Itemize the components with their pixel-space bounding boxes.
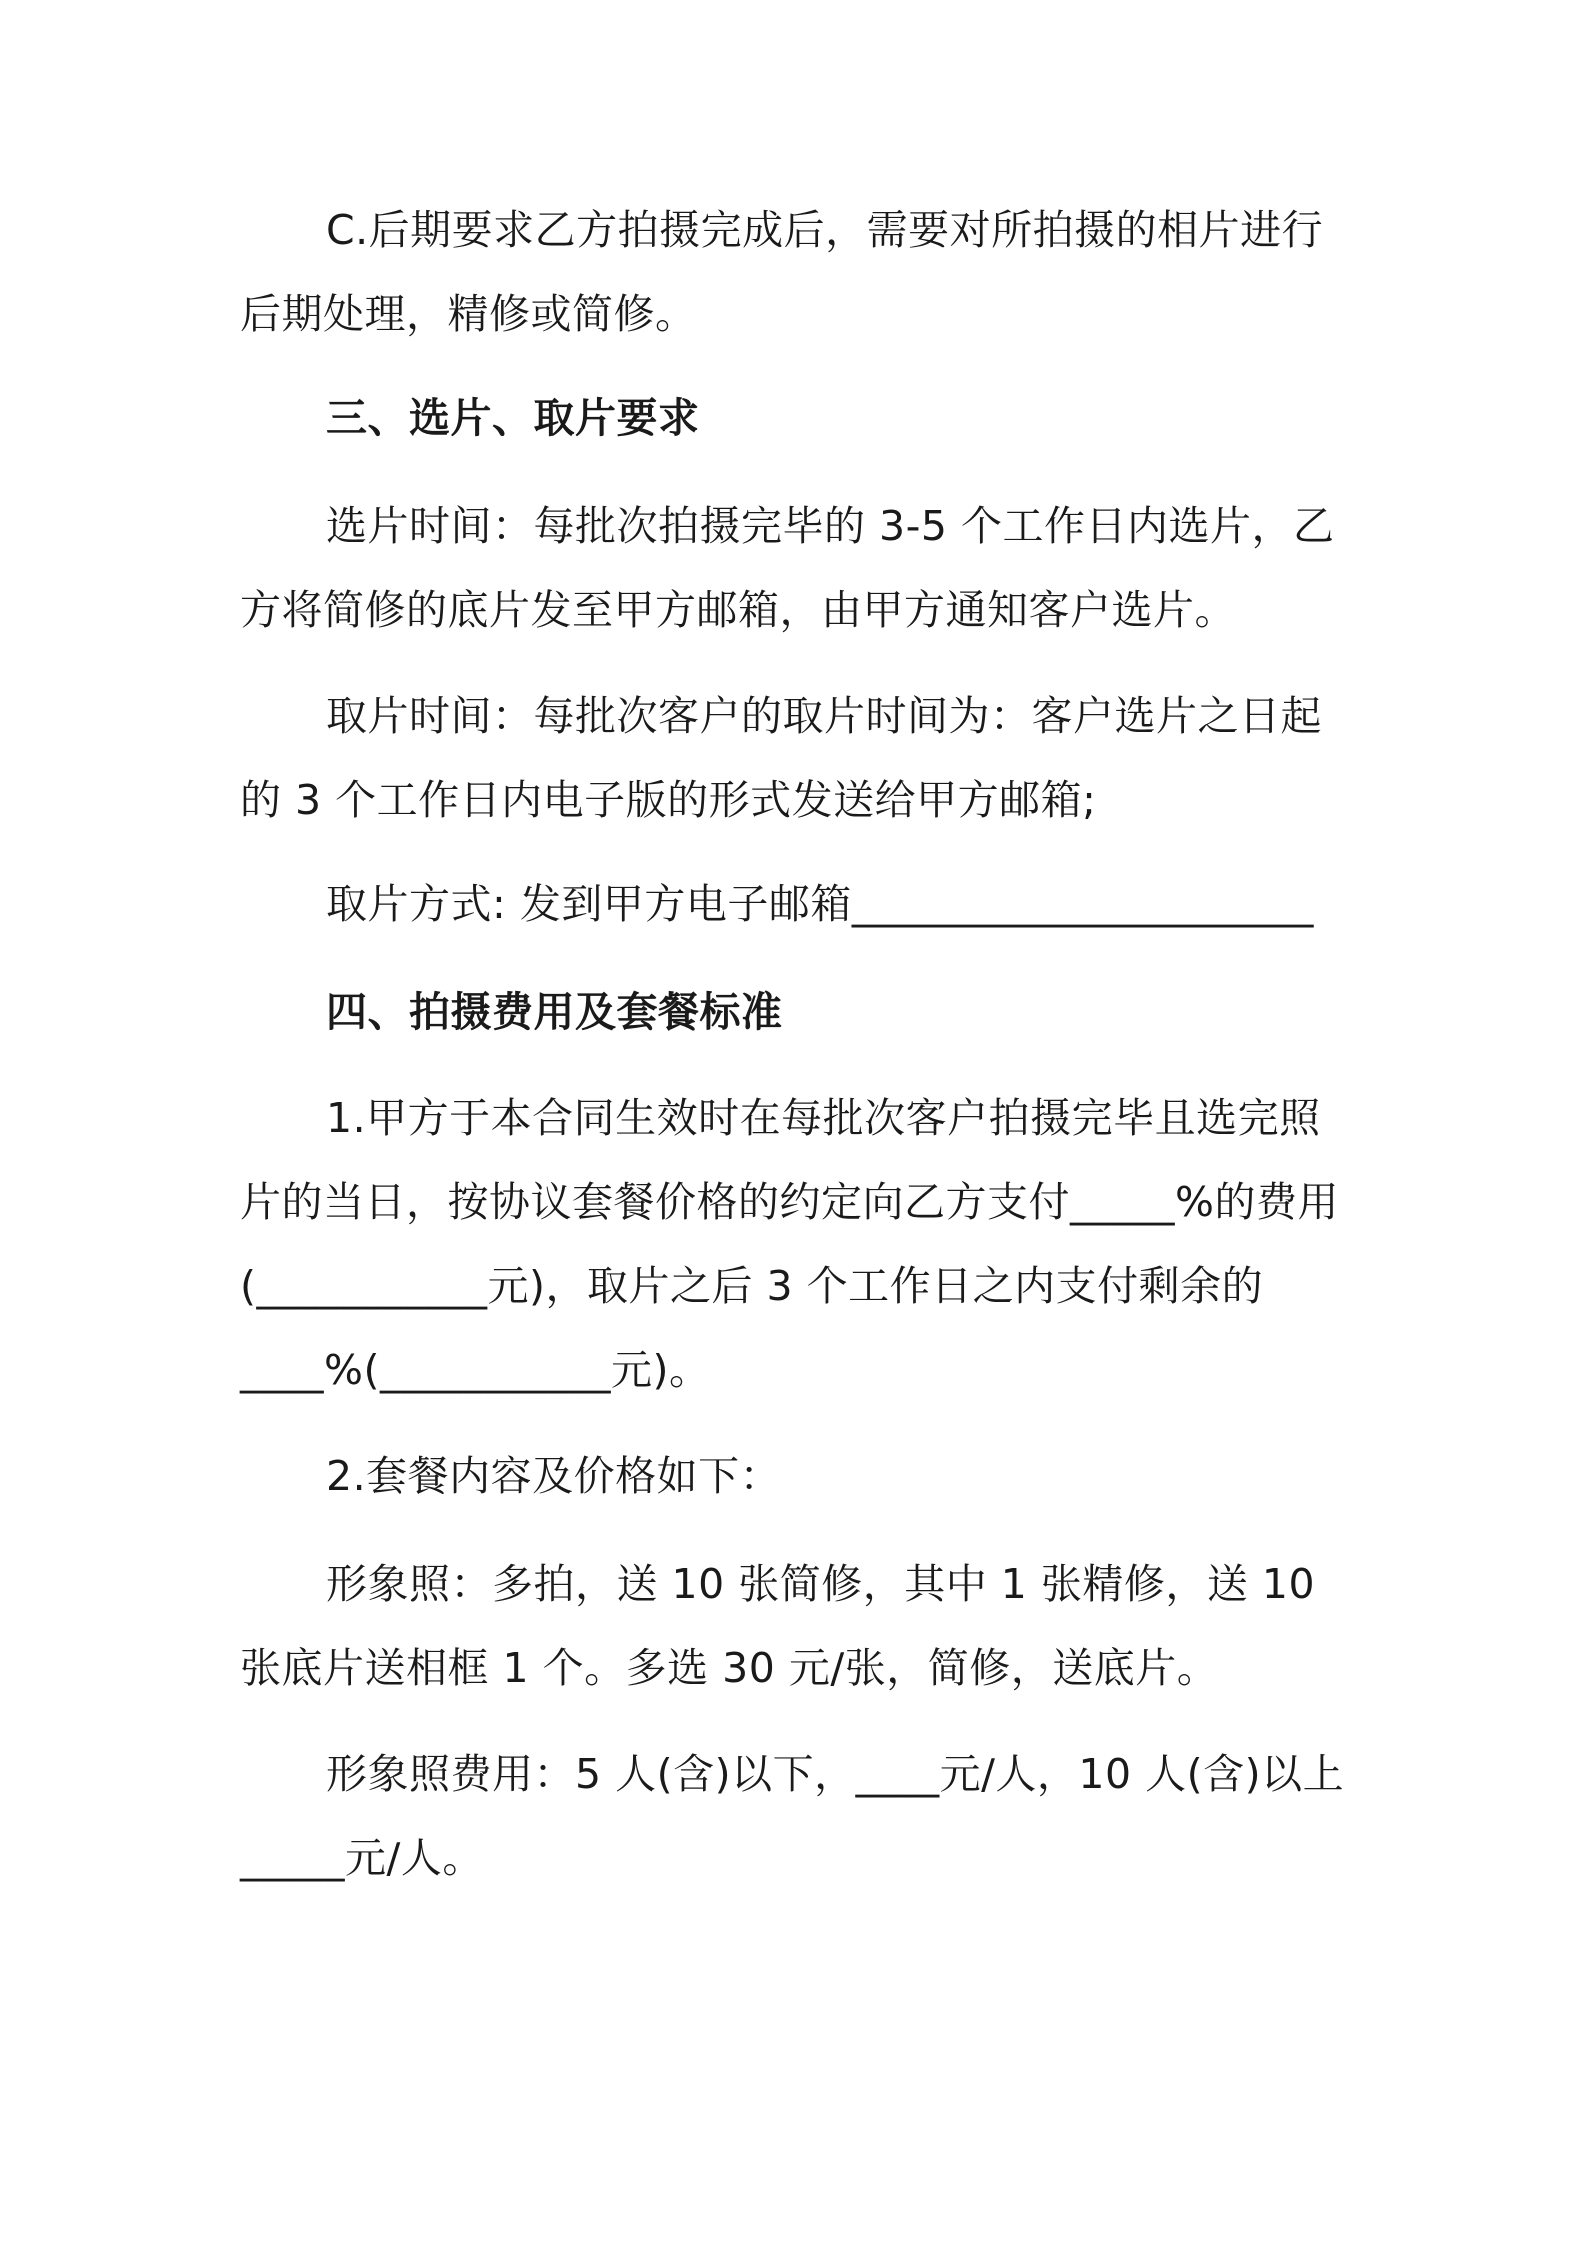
section-heading-selection: 三、选片、取片要求 <box>326 394 700 442</box>
paragraph-selection-time: 选片时间：每批次拍摄完毕的 3-5 个工作日内选片，乙方将简修的底片发至甲方邮箱，由甲方通知客户选片。 <box>240 502 1335 634</box>
paragraph-pickup-time: 取片时间：每批次客户的取片时间为：客户选片之日起的 3 个工作日内电子版的形式发送给甲方邮箱; <box>240 692 1322 824</box>
paragraph-pickup-method: 取片方式: 发到甲方电子邮箱______________________ <box>326 880 1314 928</box>
paragraph-portrait-fees: 形象照费用：5 人(含)以下，____元/人，10 人(含)以上_____元/人。 <box>240 1750 1345 1882</box>
paragraph-portrait-package: 形象照：多拍，送 10 张简修，其中 1 张精修，送 10 张底片送相框 1 个。多选 30 元/张，简修，送底片。 <box>240 1560 1316 1692</box>
section-heading-fees: 四、拍摄费用及套餐标准 <box>326 988 783 1036</box>
paragraph-post-processing: C.后期要求乙方拍摄完成后，需要对所拍摄的相片进行后期处理，精修或简修。 <box>240 206 1324 338</box>
paragraph-package-intro: 2.套餐内容及价格如下： <box>326 1452 782 1500</box>
paragraph-payment-terms: 1.甲方于本合同生效时在每批次客户拍摄完毕且选完照片的当日，按协议套餐价格的约定向乙方支付_____%的费用(___________元)，取片之后 3 个工作日之内支付剩余的____%(___________元)。 <box>240 1094 1339 1394</box>
